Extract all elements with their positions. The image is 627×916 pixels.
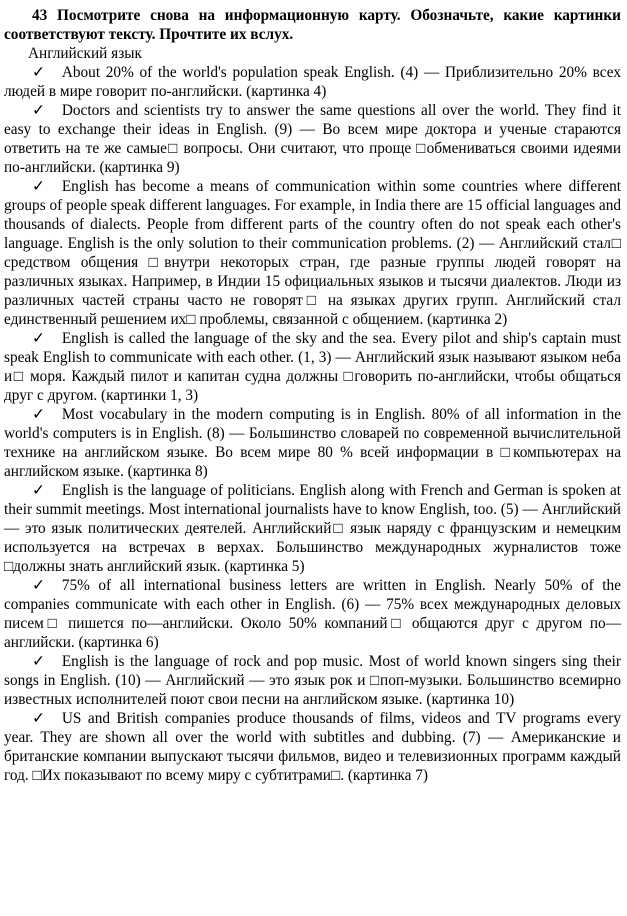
item-text: English is the language of politicians. English along with French and German is spoken at their summit meetings. Most international journalists have to know English, too. (5) — Английский — это язык политических деятелей. Английский□ язык наряду с французским и немецким используется на встречах в верхах. Большинство международных журналистов тоже □должны знать английский язык. (картинка 5) — [4, 482, 621, 575]
text-item — [4, 405, 621, 481]
text-item — [4, 63, 621, 101]
text-item — [4, 177, 621, 329]
text-item — [4, 101, 621, 177]
exercise-title: 43 Посмотрите снова на информационную карту. Обозначьте, какие картинки соответствуют тексту. Прочтите их вслух. — [4, 7, 621, 43]
text-item — [4, 576, 621, 652]
section-subtitle: Английский язык — [28, 45, 142, 62]
checkmark-icon: ✓ — [32, 482, 45, 499]
checkmark-icon: ✓ — [32, 406, 45, 423]
item-text: 75% of all international business letters are written in English. Nearly 50% of the companies communicate with each other in English. (6) — 75% всех международных деловых писем□ пишется по—английски. Около 50% компаний□ общаются друг с другом по—английски. (картинка 6) — [4, 577, 621, 651]
text-item — [4, 709, 621, 785]
checkmark-icon: ✓ — [32, 577, 45, 594]
item-text: About 20% of the world's population speak English. (4) — Приблизительно 20% всех людей в мире говорит по-английски. (картинка 4) — [4, 64, 621, 100]
checkmark-icon: ✓ — [32, 64, 45, 81]
checkmark-icon: ✓ — [32, 178, 45, 195]
checkmark-icon: ✓ — [32, 653, 45, 670]
item-text: Most vocabulary in the modern computing is in English. 80% of all information in the world's computers is in English. (8) — Большинство словарей по современной вычислительной технике на английском языке. Во всем мире 80 % всей информации в □компьютерах на английском языке. (картинка 8) — [4, 406, 621, 480]
text-item — [4, 481, 621, 576]
item-text: English is the language of rock and pop music. Most of world known singers sing their songs in English. (10) — Английский — это язык рок и □поп-музыки. Большинство всемирно известных исполнителей поют свои песни на английском языке. (картинка 10) — [4, 653, 621, 708]
checkmark-icon: ✓ — [32, 710, 45, 727]
item-text: English has become a means of communication within some countries where different groups of people speak different languages. For example, in India there are 15 official languages and thousands of dialects. People from different parts of the country often do not speak each other's language. English is the only solution to their communication problems. (2) — Английский стал□ средством общения □внутри некоторых стран, где разные группы людей говорят на различных языках. Например, в Индии 15 официальных языков и тысячи диалектов. Люди из различных частей страны часто не говорят□ на языках других групп. Английский стал единственный решением их□ проблемы, связанной с общением. (картинка 2) — [4, 178, 621, 328]
checkmark-icon: ✓ — [32, 102, 45, 119]
item-text: Doctors and scientists try to answer the same questions all over the world. They find it easy to exchange their ideas in English. (9) — Во всем мире доктора и ученые стараются ответить на те же самые□ вопросы. Они считают, что проще □обмениваться своими идеями по-английски. (картинка 9) — [4, 102, 621, 176]
item-text: US and British companies produce thousands of films, videos and TV programs every year. They are shown all over the world with subtitles and dubbing. (7) — Американские и британские компании выпускают тысячи фильмов, видео и телевизионных программ каждый год. □Их показывают по всему миру с субтитрами□. (картинка 7) — [4, 710, 621, 784]
checkmark-icon: ✓ — [32, 330, 45, 347]
item-text: English is called the language of the sky and the sea. Every pilot and ship's captain must speak English to communicate with each other. (1, 3) — Английский язык называют языком неба и□ моря. Каждый пилот и капитан судна должны □говорить по-английски, чтобы общаться друг с другом. (картинки 1, 3) — [4, 330, 621, 404]
text-item — [4, 652, 621, 709]
text-item — [4, 329, 621, 405]
